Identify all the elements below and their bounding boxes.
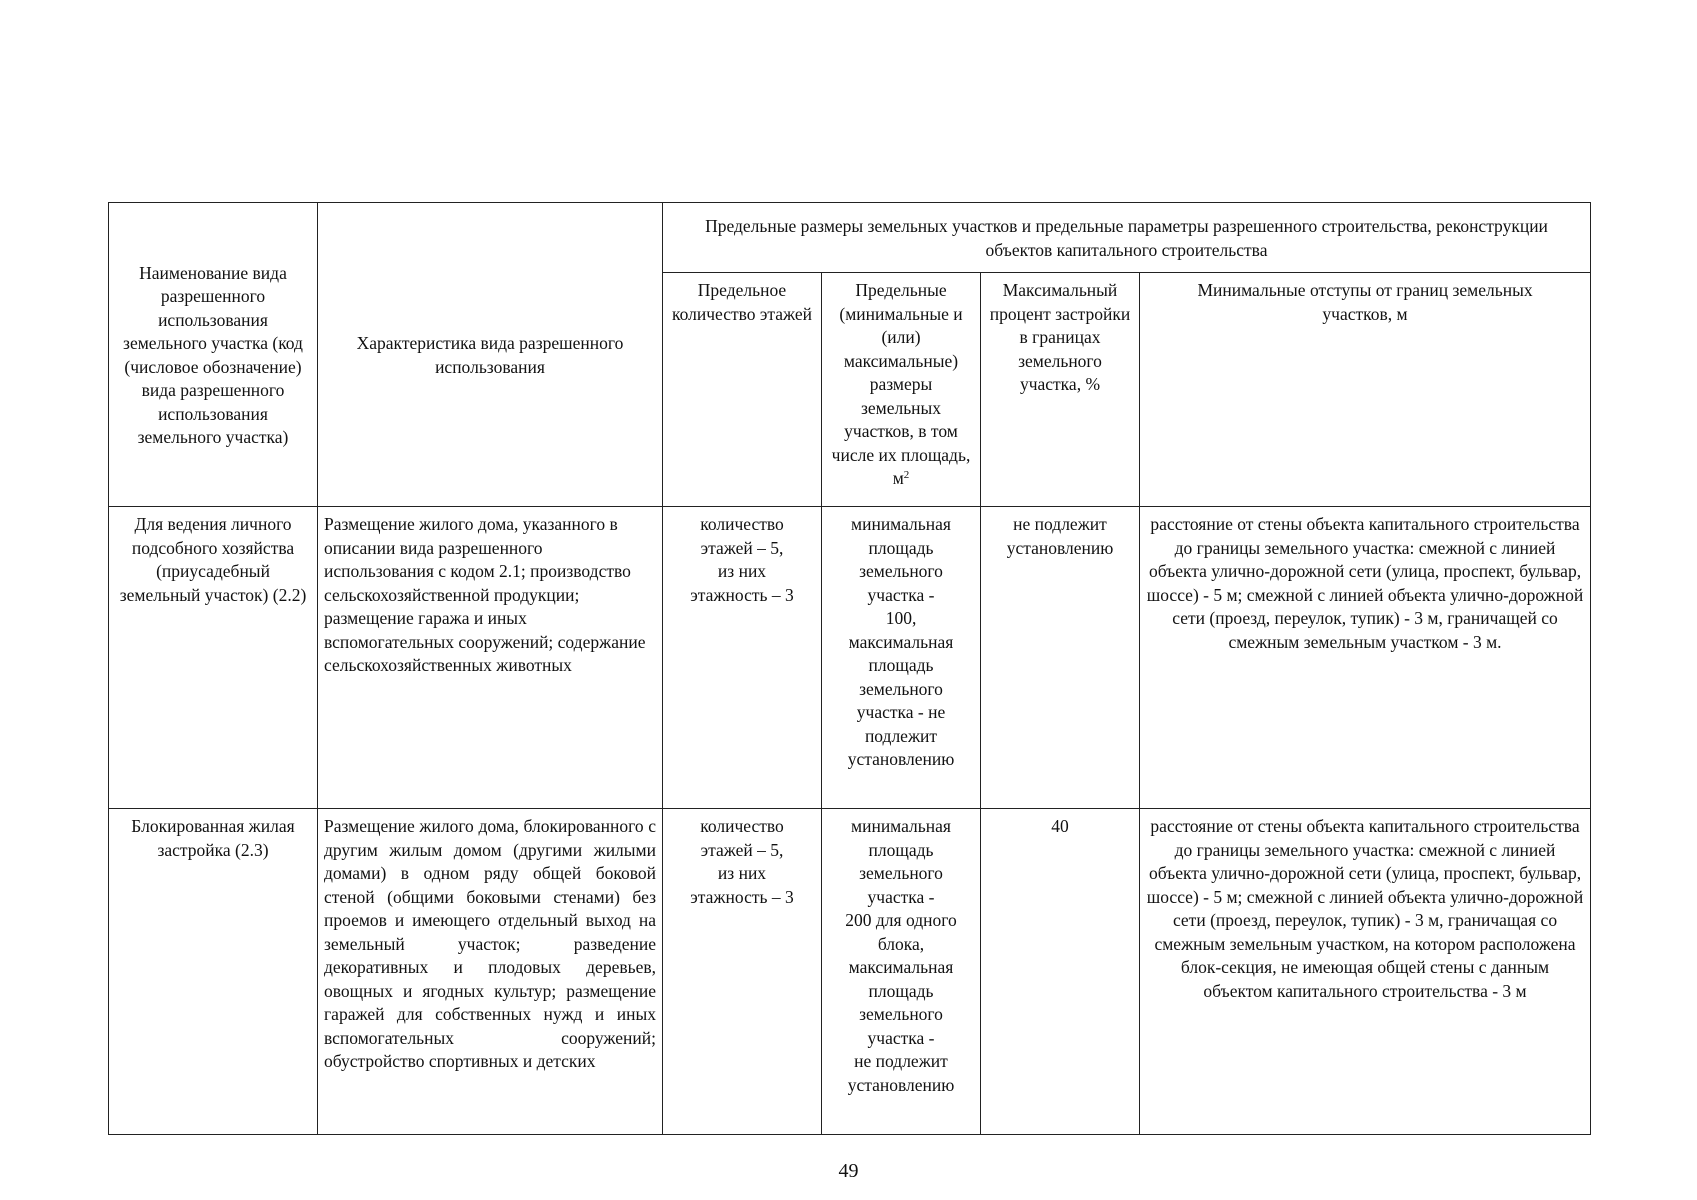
row-name-cell bbox=[109, 809, 318, 1135]
header-floors-text: Предельное количество этажей bbox=[671, 280, 813, 324]
row-percent-text: 40 bbox=[1051, 816, 1069, 836]
row-name-text: Для ведения личного подсобного хозяйства (приусадебный земельный участок) (2.2) bbox=[119, 514, 307, 605]
header-percent-cell bbox=[981, 273, 1140, 507]
header-characteristic-cell bbox=[318, 203, 663, 507]
row-percent-cell bbox=[981, 809, 1140, 1135]
header-indent-cell bbox=[1140, 273, 1591, 507]
page-number: 49 bbox=[838, 1160, 859, 1182]
row-floors-text: количество этажей – 5, из них этажность – 3 bbox=[690, 514, 794, 605]
row-percent-text: не подлежит установлению bbox=[1006, 514, 1114, 558]
row-size-text: минимальная площадь земельного участка - 100, максимальная площадь земельного участка - не подлежит установлению bbox=[847, 514, 955, 769]
row-floors-text: количество этажей – 5, из них этажность – 3 bbox=[690, 816, 794, 907]
row-size-cell bbox=[822, 809, 981, 1135]
row-indent-cell bbox=[1140, 809, 1591, 1135]
row-characteristic-cell bbox=[318, 809, 663, 1135]
header-size-unit-superscript: 2 bbox=[903, 469, 910, 481]
row-floors-cell bbox=[663, 809, 822, 1135]
zoning-table bbox=[108, 202, 1591, 1135]
row-characteristic-text: Размещение жилого дома, блокированного с другим жилым домом (другими жилыми домами) в одном ряду общей боковой стеной (общими боковыми стенами) без проемов и имеющего отдельный выход на земельный участок; разведение декоративных и плодовых деревьев, овощных и ягодных культур; размещение гаражей для собственных нужд и иных вспомогательных сооружений; обустройство спортивных и детских bbox=[324, 816, 656, 1071]
row-percent-cell bbox=[981, 507, 1140, 809]
row-name-cell bbox=[109, 507, 318, 809]
row-size-text: минимальная площадь земельного участка - 200 для одного блока, максимальная площадь земельного участка - не подлежит установлению bbox=[845, 816, 957, 1095]
header-floors-cell bbox=[663, 273, 822, 507]
row-characteristic-text: Размещение жилого дома, указанного в описании вида разрешенного использования с кодом 2.1; производство сельскохозяйственной продукции; размещение гаража и иных вспомогательных сооружений; содержание сельскохозяйственных животных bbox=[324, 514, 646, 675]
header-size-cell bbox=[822, 273, 981, 507]
row-name-text: Блокированная жилая застройка (2.3) bbox=[131, 816, 295, 860]
header-row-1 bbox=[109, 203, 1591, 273]
header-group-cell bbox=[663, 203, 1591, 273]
table-row bbox=[109, 809, 1591, 1135]
row-size-cell bbox=[822, 507, 981, 809]
header-group-text: Предельные размеры земельных участков и предельные параметры разрешенного строительства, реконструкции объектов капитального строительства bbox=[705, 216, 1548, 260]
row-characteristic-cell bbox=[318, 507, 663, 809]
row-floors-cell bbox=[663, 507, 822, 809]
header-indent-text: Минимальные отступы от границ земельных участков, м bbox=[1197, 280, 1533, 324]
row-indent-text: расстояние от стены объекта капитального строительства до границы земельного участка: смежной с линией объекта улично-дорожной сети (улица, проспект, бульвар, шоссе) - 5 м; смежной с линией объекта улично-дорожной сети (проезд, переулок, тупик) - 3 м, граничащая со смежным земельным участком, на котором расположена блок-секция, не имеющая общей стены с данным объектом капитального строительства - 3 м bbox=[1146, 816, 1584, 1001]
row-indent-text: расстояние от стены объекта капитального строительства до границы земельного участка: смежной с линией объекта улично-дорожной сети (улица, проспект, бульвар, шоссе) - 5 м; смежной с линией объекта улично-дорожной сети (проезд, переулок, тупик) - 3 м, граничащей со смежным земельным участком - 3 м. bbox=[1146, 514, 1584, 652]
header-size-text: Предельные (минимальные и (или) максимальные) размеры земельных участков, в том числе их площадь, м bbox=[831, 280, 971, 488]
header-name-cell bbox=[109, 203, 318, 507]
header-name-text: Наименование вида разрешенного использования земельного участка (код (числовое обозначение) вида разрешенного использования земельного участка) bbox=[123, 262, 303, 447]
row-indent-cell bbox=[1140, 507, 1591, 809]
header-characteristic-text: Характеристика вида разрешенного использования bbox=[356, 333, 624, 377]
table-row bbox=[109, 507, 1591, 809]
header-percent-text: Максимальный процент застройки в границах земельного участка, % bbox=[989, 280, 1131, 394]
